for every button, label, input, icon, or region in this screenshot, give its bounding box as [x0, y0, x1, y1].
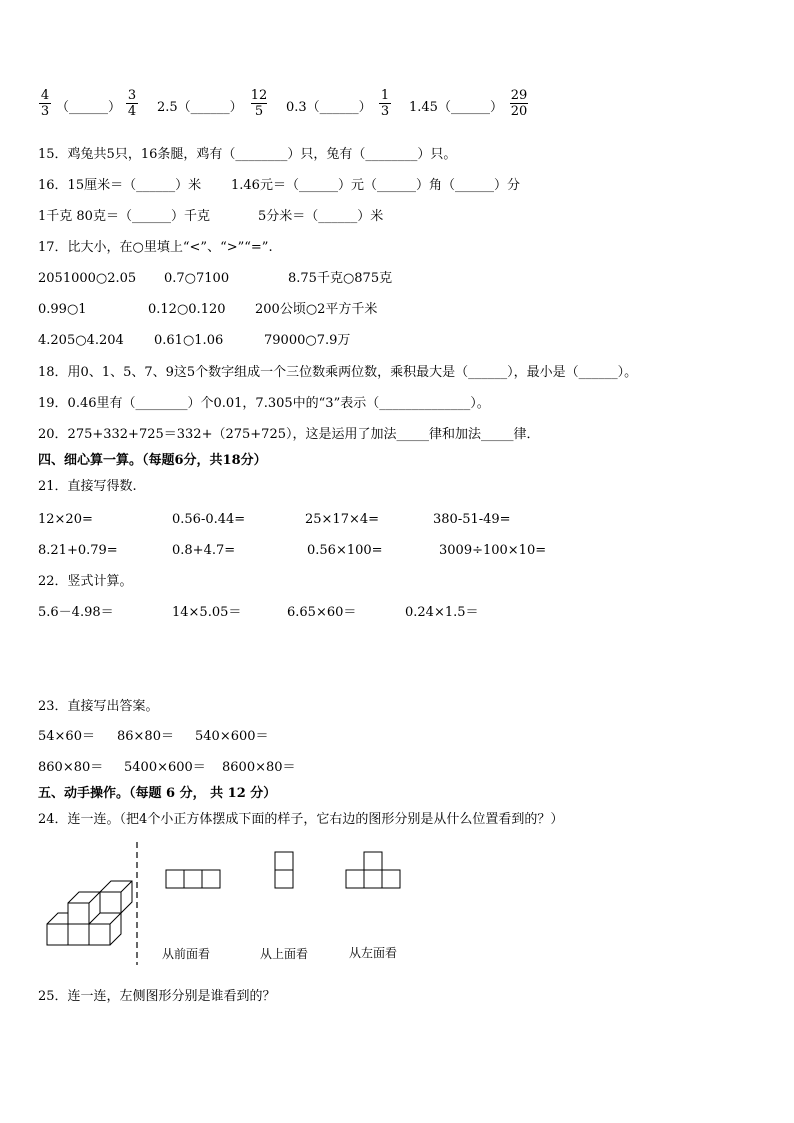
view-label-left: 从左面看 [349, 946, 398, 960]
calc-item: 0.56×100= [307, 543, 383, 558]
question-15: 15．鸡兔共5只，16条腿，鸡有（________）只，兔有（________）只。 [38, 147, 457, 162]
fraction: 29 20 [510, 88, 528, 119]
calc-item: 54×60＝ [38, 729, 95, 744]
fraction [38, 88, 52, 119]
question-19: 19．0.46里有（________）个0.01，7.305中的“3”表示（______________）。 [38, 396, 490, 411]
calc-item: 25×17×4= [305, 512, 380, 527]
fraction: 1 3 [380, 88, 390, 119]
compare-item: 0.12○0.120 [148, 302, 226, 317]
answer-blank[interactable]: （______） [56, 100, 122, 115]
answer-blank[interactable]: 0.3（______） [286, 100, 372, 115]
calc-item: 0.24×1.5＝ [405, 605, 479, 620]
three-squares-row-view [166, 870, 220, 888]
answer-blank[interactable]: 1.45（______） [409, 100, 503, 115]
question-17-title: 17．比大小，在○里填上“<”、“>”“=”. [38, 240, 273, 255]
question-23-title: 23．直接写出答案。 [38, 699, 159, 714]
question-16-part-b: 1.46元＝（______）元（______）角（______）分 [231, 178, 520, 193]
view-label-front: 从前面看 [162, 947, 211, 961]
denominator: 3 [40, 104, 50, 119]
calc-item: 380-51-49= [433, 512, 511, 527]
calc-item: 3009÷100×10= [439, 543, 547, 558]
t-shape-view [346, 852, 400, 888]
question-16-part-d: 5分米＝（______）米 [258, 209, 384, 224]
cube-stack-drawing [47, 881, 132, 945]
two-squares-stacked-view [275, 852, 293, 888]
calc-item: 0.56-0.44= [172, 512, 246, 527]
calc-item: 5.6－4.98＝ [38, 605, 114, 620]
compare-item: 0.61○1.06 [154, 333, 224, 348]
question-16-part-c: 1千克 80克＝（______）千克 [38, 209, 210, 224]
question-18: 18．用0、1、5、7、9这5个数字组成一个三位数乘两位数，乘积最大是（______），最小是（______）。 [38, 365, 638, 380]
compare-item: 79000○7.9万 [264, 333, 351, 348]
calc-item: 8600×80＝ [222, 760, 296, 775]
calc-item: 8.21+0.79= [38, 543, 118, 558]
compare-item: 8.75千克○875克 [288, 271, 393, 286]
fraction: 3 4 [127, 88, 137, 119]
calc-item: 86×80＝ [117, 729, 174, 744]
numerator: 4 [40, 88, 50, 103]
calc-item: 540×600＝ [195, 729, 269, 744]
question-20: 20．275+332+725＝332+（275+725），这是运用了加法_____律和加法_____律． [38, 427, 540, 442]
calc-item: 0.8+4.7= [172, 543, 236, 558]
question-16-part-a: 16．15厘米＝（______）米 [38, 178, 202, 193]
calc-item: 14×5.05＝ [172, 605, 242, 620]
calc-item: 12×20= [38, 512, 93, 527]
question-24-title: 24．连一连。（把4个小正方体摆成下面的样子，它右边的图形分别是从什么位置看到的？） [38, 812, 564, 827]
question-25: 25．连一连，左侧图形分别是谁看到的？ [38, 989, 276, 1004]
view-label-top: 从上面看 [260, 947, 309, 961]
calc-item: 6.65×60＝ [287, 605, 357, 620]
calc-item: 5400×600＝ [124, 760, 206, 775]
question-21-title: 21．直接写得数. [38, 479, 137, 494]
compare-item: 4.205○4.204 [38, 333, 124, 348]
compare-item: 0.99○1 [38, 302, 87, 317]
compare-item: 0.7○7100 [164, 271, 230, 286]
section-5-heading: 五、动手操作。（每题 6 分， 共 12 分） [38, 786, 277, 801]
section-4-heading: 四、细心算一算。（每题6分，共18分） [38, 453, 267, 468]
question-22-title: 22．竖式计算。 [38, 574, 133, 589]
fraction: 12 5 [250, 88, 268, 119]
answer-blank[interactable]: 2.5（______） [157, 100, 243, 115]
calc-item: 860×80＝ [38, 760, 104, 775]
compare-item: 2051000○2.05 [38, 271, 137, 286]
compare-item: 200公顷○2平方千米 [255, 302, 378, 317]
